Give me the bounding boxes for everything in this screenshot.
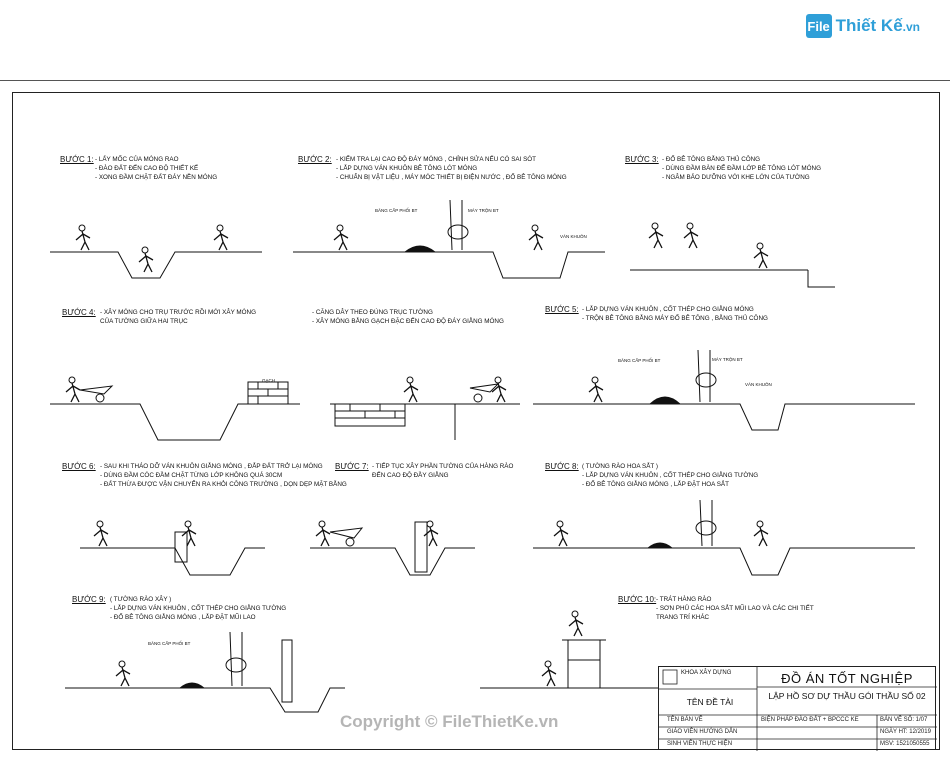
step-10-label: BƯỚC 10: bbox=[618, 595, 657, 604]
trench-section-4 bbox=[50, 404, 300, 440]
wheelbarrow-2 bbox=[470, 384, 498, 402]
step-9-notes: ( TƯỜNG RÀO XÂY ) - LẮP DỰNG VÁN KHUÔN , CỐT THÉP CHO GIẰNG TƯỜNG - ĐỔ BÊ TÔNG GIẰNG MÓNG , LẮP ĐẶT MŨI LAO bbox=[110, 596, 287, 622]
step-10-notes: - TRÁT HÀNG RÀO - SƠN PHỦ CÁC HOA SẮT MŨI LAO VÀ CÁC CHI TIẾT TRANG TRÍ KHÁC bbox=[656, 596, 814, 622]
trench-section-10 bbox=[65, 688, 345, 712]
subtitle: LẬP HỒ SƠ DỰ THẦU GÓI THẦU SỐ 02 bbox=[768, 691, 926, 701]
worker-figure bbox=[94, 521, 108, 546]
brick-column-1 bbox=[175, 532, 187, 562]
worker-figure bbox=[589, 377, 603, 402]
row-sheet-no: BẢN VẼ SỐ: 1/07 bbox=[880, 717, 928, 723]
brick-column-3 bbox=[282, 640, 292, 702]
trench-section-6 bbox=[533, 404, 915, 430]
concrete-mixer-3 bbox=[696, 500, 716, 546]
wheelbarrow-3 bbox=[330, 528, 362, 546]
worker-figure bbox=[76, 225, 90, 250]
logo-brand: Thiết Kế.vn bbox=[835, 16, 920, 35]
step-3-label: BƯỚC 3: bbox=[625, 155, 659, 164]
row-instructor: GIÁO VIÊN HƯỚNG DẪN bbox=[667, 729, 738, 735]
label-van-khuon-1: VÁN KHUÔN bbox=[560, 234, 587, 239]
step-5-label: BƯỚC 5: bbox=[545, 305, 579, 314]
worker-figure bbox=[492, 377, 506, 402]
wall-section-5 bbox=[330, 404, 520, 440]
worker-figure bbox=[316, 521, 330, 546]
worker-figure bbox=[424, 521, 438, 546]
worker-figure bbox=[754, 243, 768, 268]
label-bang-cap-3: BĂNG CẤP PHỐI BT bbox=[148, 641, 191, 646]
aggregate-pile-1 bbox=[405, 246, 435, 252]
worker-figure bbox=[404, 377, 418, 402]
label-bang-cap-1: BĂNG CẤP PHỐI BT bbox=[375, 208, 418, 213]
step-8-label: BƯỚC 8: bbox=[545, 462, 579, 471]
label-may-tron-1: MÁY TRỘN BT bbox=[468, 208, 499, 213]
label-van-khuon-2: VÁN KHUÔN bbox=[745, 382, 772, 387]
worker-figure bbox=[554, 521, 568, 546]
worker-figure bbox=[529, 225, 543, 250]
wheelbarrow-1 bbox=[80, 386, 112, 402]
worker-figure bbox=[649, 223, 663, 248]
concrete-mixer-1 bbox=[448, 200, 468, 250]
step-6-label: BƯỚC 6: bbox=[62, 462, 96, 471]
aggregate-pile-4 bbox=[180, 683, 204, 688]
department: KHOA XÂY DỰNG bbox=[681, 670, 732, 676]
trench-section-3 bbox=[630, 270, 835, 287]
worker-figure bbox=[116, 661, 130, 686]
worker-figure bbox=[542, 661, 556, 686]
step-3-notes: - ĐỔ BÊ TÔNG BẰNG THỦ CÔNG - DÙNG ĐẦM BÀN ĐỂ ĐẦM LỚP BÊ TÔNG LÓT MÓNG - NGÂM BẢO DƯỠNG VỚI KHE LỚN CỦA TƯỜNG bbox=[662, 156, 821, 182]
topic-label: TÊN ĐỀ TÀI bbox=[686, 697, 734, 707]
trench-section-9 bbox=[533, 548, 915, 575]
logo-badge: File bbox=[806, 14, 832, 38]
step-2-notes: - KIỂM TRA LẠI CAO ĐỘ ĐÁY MÓNG , CHỈNH SỬA NẾU CÓ SAI SÓT - LẮP DỰNG VÁN KHUÔN BÊ TÔNG LÓT MÓNG - CHUẨN BỊ VẬT LIỆU , MÁY MÓC THIẾT BỊ ĐIỆN NƯỚC , ĐỔ BÊ TÔNG MÓNG bbox=[336, 156, 567, 182]
step-4-notes: - XÂY MÓNG CHO TRỤ TRƯỚC RỒI MỚI XÂY MÓNG CỦA TƯỜNG GIỮA HAI TRỤC bbox=[100, 309, 257, 326]
brick-wall-1 bbox=[248, 382, 288, 404]
step-7-label: BƯỚC 7: bbox=[335, 462, 369, 471]
step-9-label: BƯỚC 9: bbox=[72, 595, 106, 604]
worker-figure bbox=[334, 225, 348, 250]
worker-figure bbox=[569, 611, 583, 636]
worker-figure bbox=[182, 521, 196, 546]
brick-column-2 bbox=[415, 522, 427, 572]
concrete-mixer-4 bbox=[226, 632, 246, 686]
worker-figure bbox=[66, 377, 80, 402]
label-bang-cap-2: BĂNG CẤP PHỐI BT bbox=[618, 358, 661, 363]
worker-figure bbox=[684, 223, 698, 248]
step-7-notes: - TIẾP TỤC XÂY PHẦN TƯỜNG CỦA HÀNG RÀO ĐẾN CAO ĐỘ ĐẦY GIẰNG bbox=[372, 463, 514, 480]
label-gach: GẠCH bbox=[262, 378, 276, 383]
step-1-label: BƯỚC 1: bbox=[60, 155, 94, 164]
worker-figure bbox=[139, 247, 153, 272]
row-drawing-value: BIỆN PHÁP ĐÀO ĐẤT + BPCCC KE bbox=[761, 717, 859, 723]
trench-section-2 bbox=[293, 252, 605, 278]
scaffold bbox=[562, 640, 606, 688]
step-4-label: BƯỚC 4: bbox=[62, 308, 96, 317]
step-1-notes: - LẤY MỐC CỦA MÓNG RAO - ĐÀO ĐẤT ĐẾN CAO ĐỘ THIẾT KẾ - XONG ĐẦM CHẶT ĐẤT ĐÁY NỀN MÓNG bbox=[95, 156, 218, 182]
trench-section-8 bbox=[310, 548, 475, 575]
aggregate-pile-3 bbox=[648, 543, 672, 548]
main-title: ĐỒ ÁN TỐT NGHIỆP bbox=[781, 671, 913, 686]
trench-section-1 bbox=[50, 252, 262, 278]
watermark: Copyright © FileThietKe.vn bbox=[340, 712, 559, 731]
step-4b-notes: - CĂNG DÂY THEO ĐÚNG TRỤC TƯỜNG - XÂY MÓNG BẰNG GẠCH ĐẶC ĐẾN CAO ĐỘ ĐÁY GIẰNG MÓNG bbox=[312, 309, 504, 326]
step-5-notes: - LẮP DỰNG VÁN KHUÔN , CỐT THÉP CHO GIẰNG MÓNG - TRỘN BÊ TÔNG BẰNG MÁY ĐỔ BÊ TÔNG , BẰNG THỦ CÔNG bbox=[582, 306, 768, 323]
worker-figure bbox=[754, 521, 768, 546]
title-block bbox=[658, 666, 936, 750]
trench-section-7 bbox=[80, 548, 265, 575]
brick-wall-2 bbox=[335, 404, 405, 426]
step-6-notes: - SAU KHI THÁO DỠ VÁN KHUÔN GIẰNG MÓNG , ĐẮP ĐẤT TRỞ LẠI MÓNG - DÙNG ĐẦM CÓC ĐẦM CHẶT TỪNG LỚP KHÔNG QUÁ 30CM - ĐẤT THỪA ĐƯỢC VẬN CHUYỂN RA KHỎI CÔNG TRƯỜNG , DỌN DẸP MẶT BẰNG bbox=[100, 463, 347, 489]
worker-figure bbox=[214, 225, 228, 250]
row-drawing-name: TÊN BẢN VẼ bbox=[667, 717, 703, 723]
row-date: NGÀY HT: 12/2019 bbox=[880, 729, 931, 735]
step-2-label: BƯỚC 2: bbox=[298, 155, 332, 164]
row-student-id: MSV: 1521050555 bbox=[880, 741, 930, 747]
aggregate-pile-2 bbox=[650, 397, 680, 404]
step-8-notes: ( TƯỜNG RÀO HOA SẮT ) - LẮP DỰNG VÁN KHUÔN , CỐT THÉP CHO GIẰNG TƯỜNG - ĐỔ BÊ TÔNG GIẰNG MÓNG , LẮP ĐẶT HOA SẮT bbox=[582, 463, 759, 489]
label-may-tron-2: MÁY TRỘN BT bbox=[712, 357, 743, 362]
row-student: SINH VIÊN THỰC HIỆN bbox=[667, 741, 733, 747]
